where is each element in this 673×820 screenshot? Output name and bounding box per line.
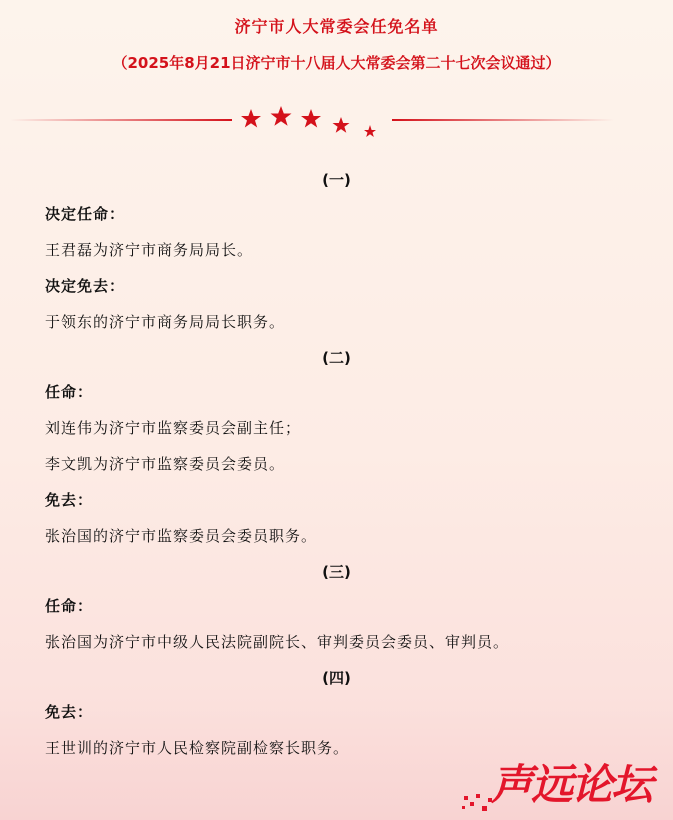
star-icon — [333, 117, 350, 133]
item-line: 于领东的济宁市商务局局长职务。 — [45, 313, 286, 331]
item-line: 王君磊为济宁市商务局局长。 — [45, 241, 254, 259]
star-icon — [271, 106, 292, 126]
watermark-logo — [460, 760, 665, 816]
item-label: 决定任命： — [45, 205, 126, 223]
page-subtitle: （2025年8月21日济宁市十八届人大常委会第二十七次会议通过） — [112, 54, 561, 72]
page-title: 济宁市人大常委会任免名单 — [234, 17, 439, 36]
star-icon — [241, 109, 261, 128]
star-icon — [301, 109, 321, 128]
item-label: 免去： — [45, 491, 94, 509]
stars-divider — [0, 100, 673, 140]
section-heading: (二) — [322, 349, 351, 367]
item-line: 李文凯为济宁市监察委员会委员。 — [45, 455, 286, 473]
item-label: 决定免去： — [45, 277, 126, 295]
item-line: 刘连伟为济宁市监察委员会副主任； — [45, 419, 302, 437]
section-heading: (三) — [322, 563, 351, 581]
item-line: 张治国为济宁市中级人民法院副院长、审判委员会委员、审判员。 — [45, 633, 510, 651]
section-heading: (四) — [322, 669, 351, 687]
section-heading: (一) — [322, 171, 351, 189]
item-line: 张治国的济宁市监察委员会委员职务。 — [45, 527, 318, 545]
item-line: 王世训的济宁市人民检察院副检察长职务。 — [45, 739, 350, 757]
item-label: 免去： — [45, 703, 94, 721]
document-body — [45, 168, 645, 772]
item-label: 任命： — [45, 383, 94, 401]
item-label: 任命： — [45, 597, 94, 615]
star-icon — [364, 125, 376, 137]
watermark-text: 声远论坛 — [490, 760, 651, 809]
